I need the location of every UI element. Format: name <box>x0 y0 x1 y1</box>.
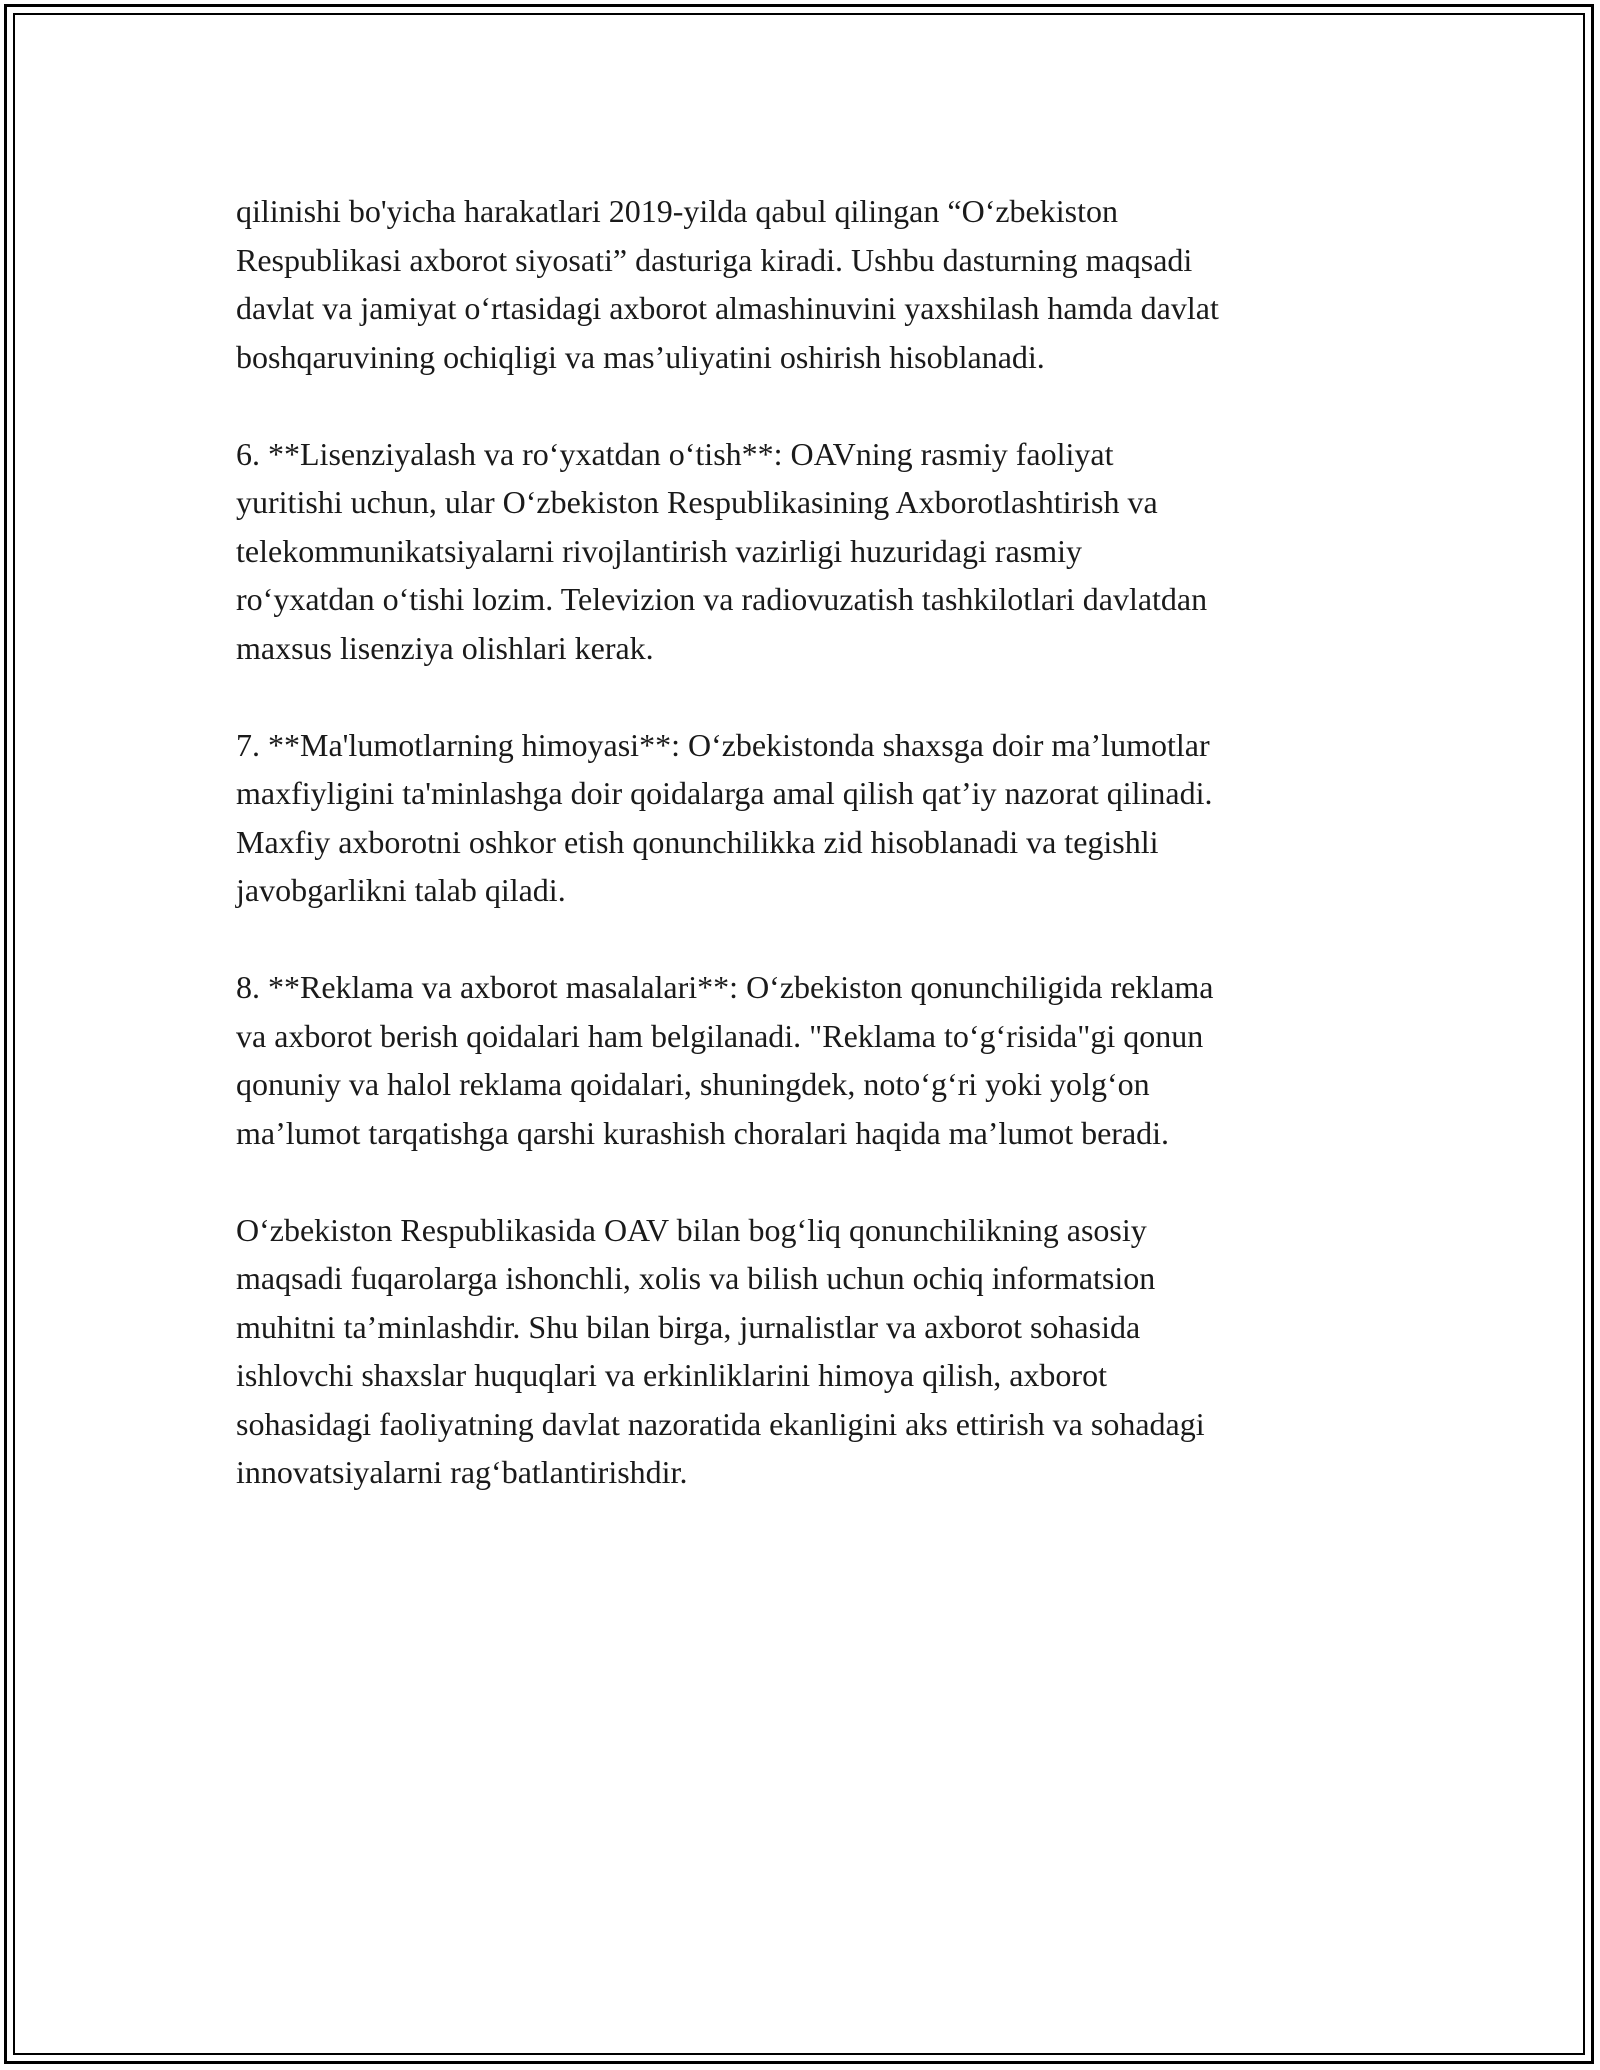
text-line: Respublikasi axborot siyosati” dasturiga kiradi. Ushbu dasturning maqsadi <box>236 241 1193 278</box>
text-line: 7. **Ma'lumotlarning himoyasi**: Oʻzbekistonda shaxsga doir ma’lumotlar <box>236 726 1210 763</box>
paragraph-item-8-advertising <box>236 963 1416 1157</box>
text-line: 6. **Lisenziyalash va roʻyxatdan oʻtish**: OAVning rasmiy faoliyat <box>236 435 1114 472</box>
paragraph-conclusion <box>236 1206 1416 1497</box>
text-line: maxfiyligini ta'minlashga doir qoidalarga amal qilish qat’iy nazorat qilinadi. <box>236 775 1213 811</box>
text-line: ishlovchi shaxslar huquqlari va erkinliklarini himoya qilish, axborot <box>236 1357 1107 1393</box>
paragraph-intro-continuation <box>236 187 1416 381</box>
text-line: yuritishi uchun, ular Oʻzbekiston Respublikasining Axborotlashtirish va <box>236 484 1158 520</box>
text-line: Oʻzbekiston Respublikasida OAV bilan bogʻliq qonunchilikning asosiy <box>236 1211 1147 1248</box>
text-line: maqsadi fuqarolarga ishonchli, xolis va bilish uchun ochiq informatsion <box>236 1260 1156 1296</box>
paragraph-item-6-licensing <box>236 430 1416 673</box>
text-line: innovatsiyalarni ragʻbatlantirishdir. <box>236 1454 688 1490</box>
text-line: 8. **Reklama va axborot masalalari**: Oʻzbekiston qonunchiligida reklama <box>236 969 1214 1005</box>
text-line: sohasidagi faoliyatning davlat nazoratida ekanligini aks ettirish va sohadagi <box>236 1405 1205 1442</box>
text-line: maxsus lisenziya olishlari kerak. <box>236 629 654 666</box>
text-line: qilinishi bo'yicha harakatlari 2019-yilda qabul qilingan “Oʻzbekiston <box>236 193 1118 229</box>
text-line: qonuniy va halol reklama qoidalari, shuningdek, notoʻgʻri yoki yolgʻon <box>236 1066 1150 1102</box>
text-line: muhitni ta’minlashdir. Shu bilan birga, jurnalistlar va axborot sohasida <box>236 1308 1141 1345</box>
paragraph-item-7-data-protection <box>236 721 1416 915</box>
text-line: telekommunikatsiyalarni rivojlantirish vazirligi huzuridagi rasmiy <box>236 532 1083 569</box>
document-body <box>236 187 1416 1545</box>
text-line: javobgarlikni talab qiladi. <box>236 872 566 908</box>
text-line: davlat va jamiyat oʻrtasidagi axborot almashinuvini yaxshilash hamda davlat <box>236 290 1219 326</box>
text-line: va axborot berish qoidalari ham belgilanadi. "Reklama toʻgʻrisida"gi qonun <box>236 1017 1204 1054</box>
text-line: Maxfiy axborotni oshkor etish qonunchilikka zid hisoblanadi va tegishli <box>236 823 1159 860</box>
text-line: ma’lumot tarqatishga qarshi kurashish choralari haqida ma’lumot beradi. <box>236 1114 1170 1151</box>
text-line: roʻyxatdan oʻtishi lozim. Televizion va radiovuzatish tashkilotlari davlatdan <box>236 581 1208 617</box>
text-line: boshqaruvining ochiqligi va mas’uliyatini oshirish hisoblanadi. <box>236 338 1045 375</box>
